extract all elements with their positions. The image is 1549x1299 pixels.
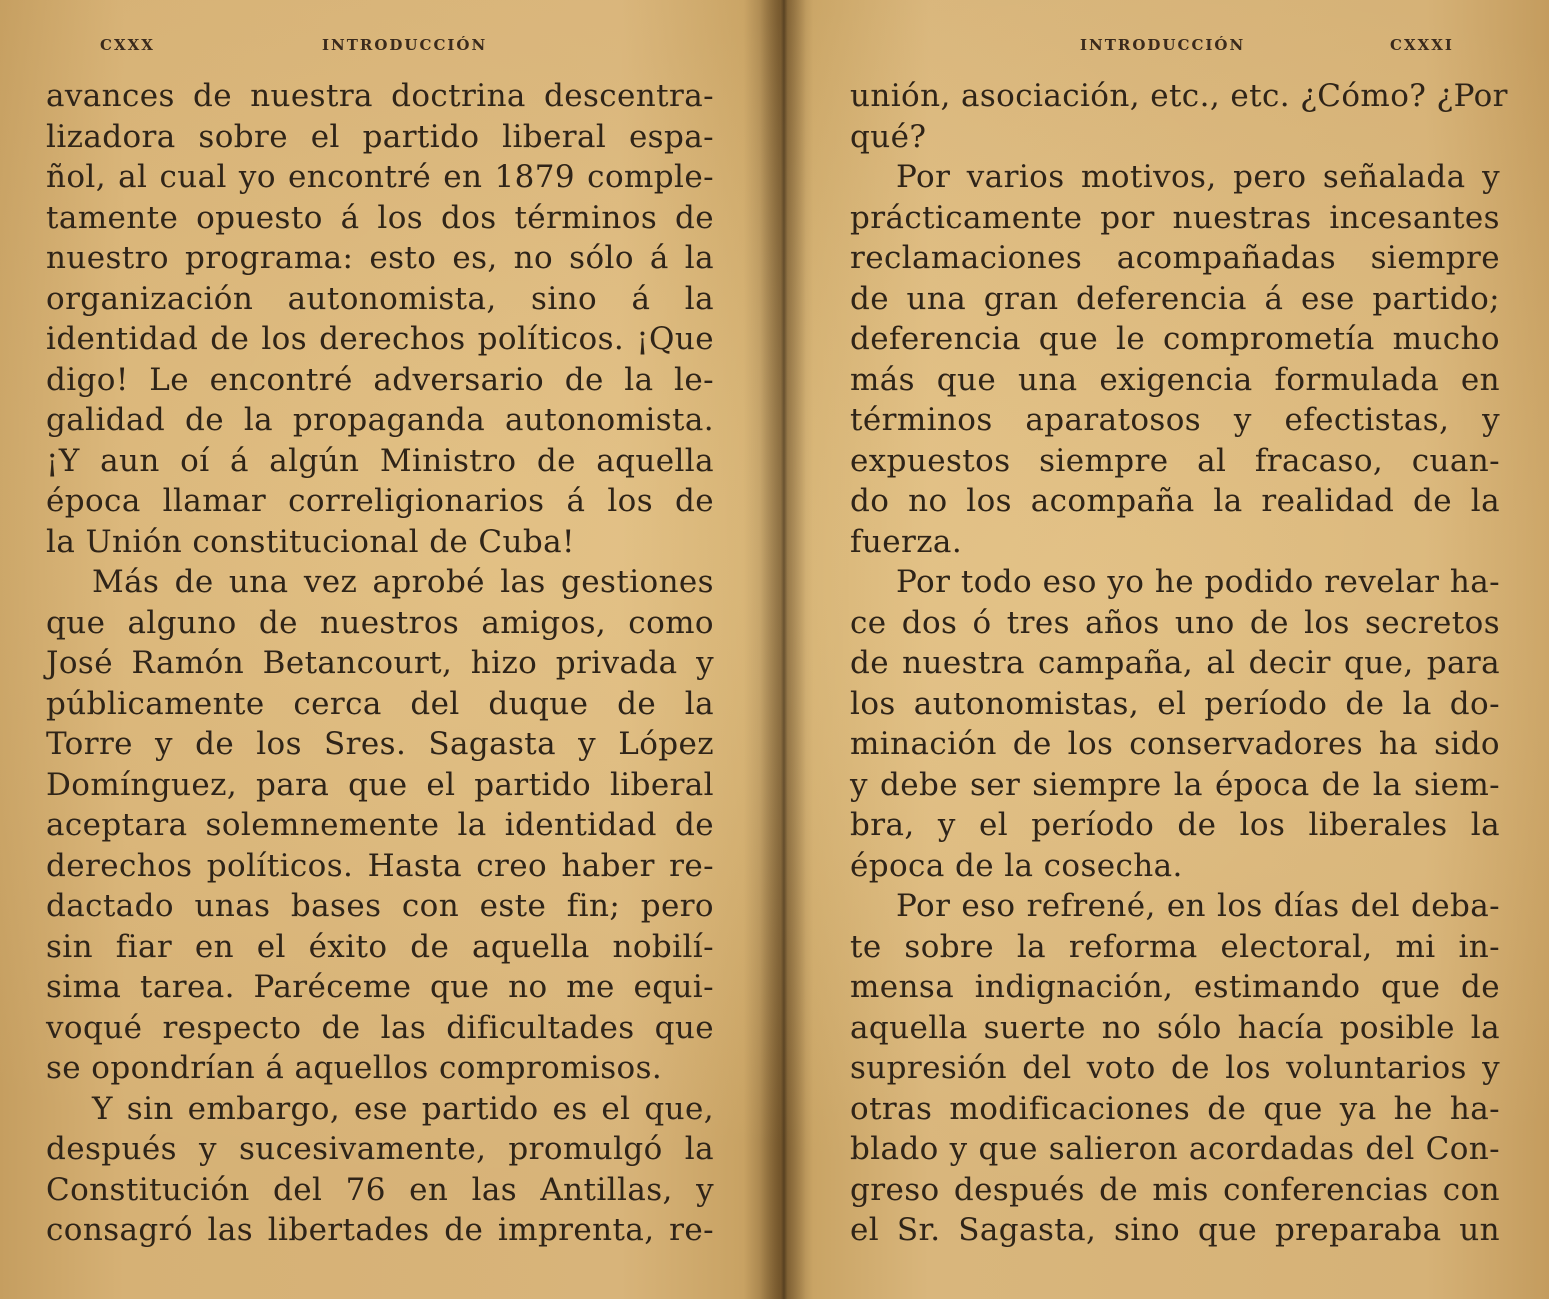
left-running-title: INTRODUCCIÓN — [322, 36, 488, 54]
text-line: organización autonomista, sino á la — [46, 280, 714, 317]
text-line: reclamaciones acompañadas siempre — [850, 240, 1500, 276]
text-line: después y sucesivamente, promulgó la — [46, 1131, 714, 1167]
text-line: do no los acompaña la realidad de la — [850, 483, 1500, 519]
text-line: bra, y el período de los liberales la — [850, 807, 1500, 843]
text-line: minación de los conservadores ha sido — [850, 726, 1500, 762]
text-line: blado y que salieron acordadas del Con- — [850, 1131, 1500, 1167]
text-line: se opondrían á aquellos compromisos. — [46, 1050, 663, 1086]
text-line: el Sr. Sagasta, sino que preparaba un — [850, 1212, 1500, 1248]
text-line: más que una exigencia formulada en — [850, 361, 1500, 398]
text-line: dactado unas bases con este fin; pero — [46, 888, 714, 924]
text-line: ce dos ó tres años uno de los secretos — [850, 604, 1500, 641]
text-line: ¡Y aun oí á algún Ministro de aquella — [46, 442, 714, 479]
text-line: unión, asociación, etc., etc. ¿Cómo? ¿Por — [850, 78, 1508, 114]
left-running-head — [0, 36, 770, 60]
text-line: avances de nuestra doctrina descentra- — [46, 78, 714, 114]
right-running-head — [800, 36, 1549, 60]
paragraph-start-line: Y sin embargo, ese partido es el que, — [92, 1090, 714, 1127]
text-line: supresión del voto de los voluntarios y — [850, 1050, 1500, 1086]
text-line: época de la cosecha. — [850, 847, 1183, 884]
text-line: José Ramón Betancourt, hizo privada y — [46, 645, 714, 681]
left-page-number: CXXX — [100, 36, 155, 54]
text-line: derechos políticos. Hasta creo haber re- — [46, 847, 714, 884]
text-line: ñol, al cual yo encontré en 1879 comple- — [46, 159, 714, 195]
left-page-text — [46, 76, 714, 1251]
text-line: los autonomistas, el período de la do- — [850, 685, 1500, 722]
text-line: te sobre la reforma electoral, mi in- — [850, 928, 1500, 965]
text-line: otras modificaciones de que ya he ha- — [850, 1090, 1500, 1127]
text-line: prácticamente por nuestras incesantes — [850, 199, 1500, 236]
text-line: deferencia que le comprometía mucho — [850, 321, 1500, 357]
text-line: que alguno de nuestros amigos, como — [46, 604, 714, 641]
text-line: nuestro programa: esto es, no sólo á la — [46, 240, 714, 276]
paragraph-start-line: Por todo eso yo he podido revelar ha- — [896, 564, 1500, 600]
text-line: expuestos siempre al fracaso, cuan- — [850, 442, 1500, 479]
text-line: términos aparatosos y efectistas, y — [850, 402, 1500, 438]
text-line: aquella suerte no sólo hacía posible la — [850, 1009, 1500, 1046]
text-line: digo! Le encontré adversario de la le- — [46, 361, 714, 398]
text-line: lizadora sobre el partido liberal espa- — [46, 118, 714, 155]
text-line: voqué respecto de las dificultades que — [46, 1009, 714, 1046]
text-line: y debe ser siempre la época de la siem- — [850, 766, 1500, 803]
text-line: tamente opuesto á los dos términos de — [46, 199, 714, 236]
text-line: identidad de los derechos políticos. ¡Que — [46, 321, 714, 357]
text-line: galidad de la propaganda autonomista. — [46, 402, 714, 438]
text-line: aceptara solemnemente la identidad de — [46, 807, 714, 843]
left-page — [0, 0, 770, 1299]
right-page-number: CXXXI — [1390, 36, 1454, 54]
text-line: Constitución del 76 en las Antillas, y — [46, 1171, 714, 1208]
text-line: época llamar correligionarios á los de — [46, 483, 714, 519]
text-line: mensa indignación, estimando que de — [850, 969, 1500, 1005]
text-line: qué? — [850, 118, 927, 155]
paragraph-start-line: Más de una vez aprobé las gestiones — [92, 564, 714, 600]
right-page — [800, 0, 1549, 1299]
text-line: Domínguez, para que el partido liberal — [46, 766, 714, 803]
text-line: sima tarea. Paréceme que no me equi- — [46, 969, 714, 1005]
text-line: consagró las libertades de imprenta, re- — [46, 1212, 714, 1248]
text-line: de una gran deferencia á ese partido; — [850, 280, 1500, 317]
text-line: la Unión constitucional de Cuba! — [46, 523, 575, 560]
text-line: fuerza. — [850, 523, 963, 560]
text-line: Torre y de los Sres. Sagasta y López — [46, 726, 714, 762]
text-line: sin fiar en el éxito de aquella nobilí- — [46, 928, 714, 965]
paragraph-start-line: Por varios motivos, pero señalada y — [896, 159, 1500, 195]
text-line: de nuestra campaña, al decir que, para — [850, 645, 1500, 681]
text-line: públicamente cerca del duque de la — [46, 685, 714, 722]
right-page-text — [850, 76, 1508, 1251]
right-running-title: INTRODUCCIÓN — [1080, 36, 1246, 54]
text-line: greso después de mis conferencias con — [850, 1171, 1500, 1208]
paragraph-start-line: Por eso refrené, en los días del deba- — [896, 888, 1500, 924]
